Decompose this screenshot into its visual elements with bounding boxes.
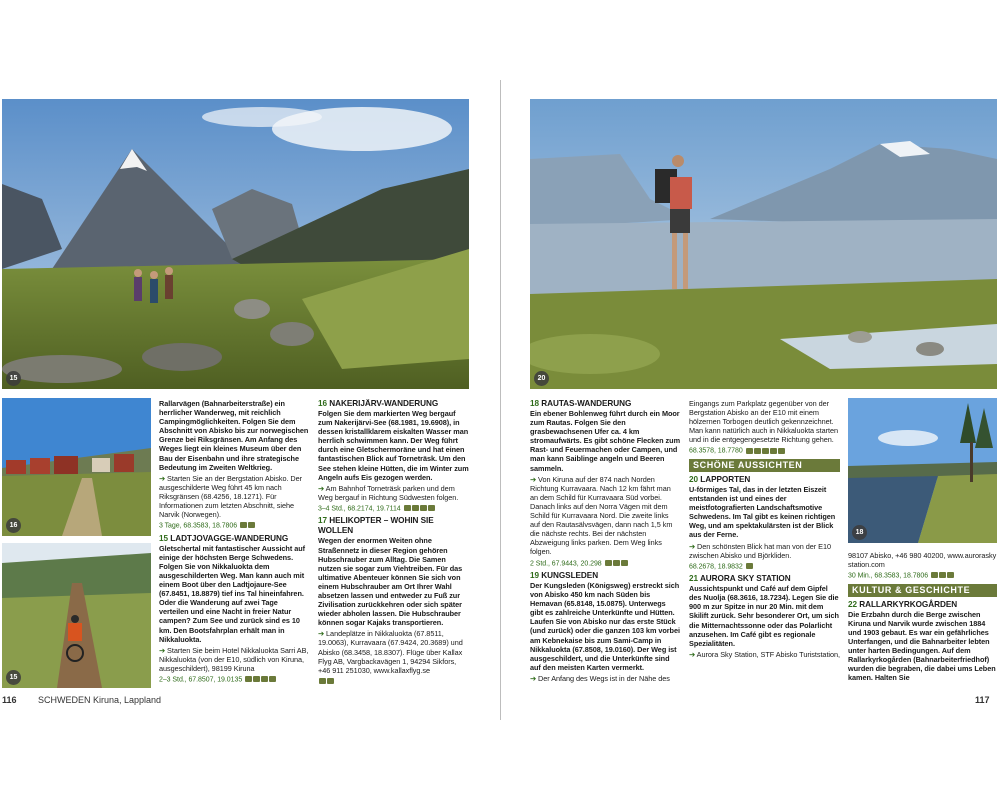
intro-info: Starten Sie an der Bergstation Abisko. Der ausgeschilderte Weg führt 45 km nach Riksgränsen (68.4256, 18.1271). Für Informationen zum letzten Abschnitt, siehe Narvik (Norwegen).	[159, 473, 303, 520]
arrow-icon: ➔	[318, 483, 326, 493]
section-body: U-förmiges Tal, das in der letzten Eiszeit entstanden ist und eines der meistfotografierten Landschaftsmotive Schwedens. Im Tal gibt es keinen richtigen Weg, und am spektakulärsten ist der Blick aus der Ferne.	[689, 484, 836, 540]
section-title: RALLARKYRKOGÅRDEN	[859, 599, 958, 609]
activity-icons	[745, 562, 753, 571]
text-column-3	[530, 399, 680, 685]
intro-paragraph: Rallarvägen (Bahnarbeiterstraße) ein herrlicher Wanderweg, mit reichlich Campingmöglichkeiten. Folgen Sie dem Abschnitt von Abisko bis zur norwegischen Grenze bei Riksgränsen. Am Anfang des Weges liegt ein kleines Museum über den Bau der Eisenbahn und ihre strategische Bedeutung im Zweiten Weltkrieg.	[159, 399, 309, 472]
section-body: Die Erzbahn durch die Berge zwischen Kiruna und Narvik wurde zwischen 1884 und 1903 gebaut. Es war ein gefährliches Unterfangen, und die Bahnarbeiter lebten unter harten Bedingungen. Auf dem Rallarkyrkogården (Bahnarbeiterfriedhof) wurden die begraben, die dabei ums Leben kamen. Halten Sie	[848, 609, 996, 683]
photo-red-houses	[2, 398, 151, 536]
text-column-4	[689, 399, 840, 661]
section-meta: 2–3 Std., 67.8507, 19.0135	[159, 676, 243, 684]
section-number: 19	[530, 570, 540, 580]
continued-meta: 30 Min., 68.3583, 18.7806	[848, 572, 929, 580]
page-gutter	[500, 80, 501, 720]
activity-icons	[930, 571, 954, 580]
activity-icons	[604, 559, 628, 568]
text-column-2	[318, 399, 469, 688]
section-title: KUNGSLEDEN	[541, 570, 599, 580]
continued-info: Eingangs zum Parkplatz gegenüber von der Bergstation Abisko an der E10 mit einem hölzernen Torbogen deutlich gekennzeichnet. Man kann natürlich auch in Nikkaluokta starten und in die entgegengesetzte Richtung gehen.	[689, 399, 838, 445]
continued-info: 98107 Abisko, +46 980 40200, www.aurorasky station.com	[848, 551, 997, 570]
photo-river-trees	[848, 398, 997, 543]
section-number: 22	[848, 599, 858, 609]
arrow-icon: ➔	[159, 473, 168, 483]
arrow-icon: ➔	[530, 673, 539, 683]
section-title: HELIKOPTER – WOHIN SIE WOLLEN	[318, 516, 434, 536]
section-title: RAUTAS-WANDERUNG	[541, 399, 632, 408]
activity-icons	[318, 677, 334, 686]
page-number-left: 116	[2, 695, 17, 705]
section-meta: 3–4 Std., 68.2174, 19.7114	[318, 505, 401, 513]
section-info: Landeplätze in Nikkaluokta (67.8511, 19.0063), Kurravaara (67.9424, 20.3689) und Abisko (68.3458, 18.8307). Flüge über Kallax Flyg AB, Vargbackavägen 1, 94294 Sikfors, +46 911 251030, www.kallaxflyg.se	[318, 629, 463, 675]
section-meta: 68.2678, 18.9832	[689, 563, 743, 571]
section-info: Von Kiruna auf der 874 nach Norden Richtung Kurravaara. Nach 12 km fährt man an dem Schild für Kurravaara Süd vorbei. Danach links auf den Norra Vägen mit dem Schild für Kurravaara Nord. Die zweite links auf den Rautasälvsvägen, dann nach 1,5 km die nächste rechts. Bei der nächsten Abzweigung links parken. Dem Weg links folgen.	[530, 474, 673, 557]
section-meta: 2 Std., 67.9443, 20.298	[530, 559, 602, 567]
photo-number: 15	[6, 670, 21, 685]
section-body: Gletschertal mit fantastischer Aussicht auf einige der höchsten Berge Schwedens. Folgen Sie von Nikkaluokta dem ausgeschilderten Weg. Man kann auch mit einem Boot über den Ladtjojaure-See (67.8451, 18.8879) tief ins Tal hineinfahren. Oder die Wanderung auf zwei Tage verteilen und eine Nacht in freier Natur campen? Zum See und zurück sind es 10 km. Den Bootsfahrplan erhält man in Nikkaluokta.	[159, 543, 305, 644]
section-title: AURORA SKY STATION	[699, 574, 791, 584]
arrow-icon: ➔	[159, 645, 168, 655]
photo-hiker-lapporten	[530, 99, 997, 389]
intro-meta: 3 Tage, 68.3583, 18.7806	[159, 522, 238, 530]
section-number: 16	[318, 399, 328, 408]
arrow-icon: ➔	[689, 541, 698, 551]
text-column-1	[159, 399, 309, 687]
page-number-right: 117	[975, 695, 990, 705]
section-info: Starten Sie beim Hotel Nikkaluokta Sarri AB, Nikkaluokta (von der E10, südlich von Kiruna, ausgeschildert), 98199 Kiruna	[159, 645, 309, 673]
section-body: Ein ebener Bohlenweg führt durch ein Moor zum Rautas. Folgen Sie den grasbewachsenen Ufer ca. 4 km stromaufwärts. Es gibt schöne Flecken zum Rast- und Feuermachen oder Campen, und man kann Saiblinge angeln und Beeren sammeln.	[530, 409, 681, 473]
section-body: Aussichtspunkt und Café auf dem Gipfel des Nuolja (68.3616, 18.7234). Legen Sie die 900 m zur Spitze in nur 20 Min. mit dem Skilift zurück. Sehr besonderer Ort, um sich die Mitternachtssonne oder das Polarlicht anzusehen. Im Café gibt es regionale Spezialitäten.	[689, 584, 839, 648]
section-number: 15	[159, 533, 169, 543]
section-body: Folgen Sie dem markierten Weg bergauf zum Nakerijärvi-See (68.1981, 19.6908), in dessen kristallklarem eiskalten Wasser man herrlich schwimmen kann. Der Weg führt durch eine Gletschermoräne und hat einen fantastischen Blick auf Torneträsk. Um den See stehen kleine Hütten, die im Winter zum Angeln aufs Eis gezogen werden.	[318, 409, 469, 482]
photo-number: 20	[534, 371, 549, 386]
section-info: Am Bahnhof Torneträsk parken und dem Weg bergauf in Richtung Südwesten folgen.	[318, 483, 459, 502]
running-head: SCHWEDEN Kiruna, Lappland	[38, 695, 162, 705]
activity-icons	[244, 675, 276, 684]
section-title: LAPPORTEN	[700, 474, 751, 484]
photo-number: 18	[852, 525, 867, 540]
category-band: KULTUR & GESCHICHTE	[848, 584, 997, 597]
section-body: Wegen der enormen Weiten ohne Straßennetz in dieser Region gehören Hubschrauber zum Alltag. Die Samen nutzen sie sogar zum Viehtreiben. Für das ultimative Abenteuer können Sie sich von einem Hubschrauber am Ort Ihrer Wahl absetzen lassen und entweder zu Fuß zur Zivilisation zurückkehren oder sich später wieder abholen lassen. Die Hubschrauber können sogar Kajaks transportieren.	[318, 536, 463, 628]
section-number: 20	[689, 474, 699, 484]
section-title: NAKERIJÄRV-WANDERUNG	[329, 399, 439, 408]
section-info: Der Anfang des Wegs ist in der Nähe des	[538, 673, 670, 683]
section-body: Der Kungsleden (Königsweg) erstreckt sich von Abisko 450 km nach Süden bis Hemavan (65.8148, 15.0875). Unterwegs gibt es zahlreiche Unterkünfte und Hütten. Laufen Sie von Abisko nur das erste Stück (und zurück) oder die ganzen 103 km vorbei am Kebnekaise bis zum Sami-Camp in Nikkaluokta (67.8508, 19.0160). Der Weg ist ausgeschildert, und die Unterkünfte sind auf den meisten Karten vermerkt.	[530, 580, 680, 672]
activity-icons	[239, 521, 255, 530]
section-info: Den schönsten Blick hat man von der E10 zwischen Abisko und Björkliden.	[689, 541, 831, 560]
activity-icons	[403, 504, 435, 513]
photo-boardwalk-bike	[2, 543, 151, 688]
text-column-5	[848, 551, 997, 684]
section-info: Aurora Sky Station, STF Abisko Turiststation,	[696, 649, 840, 659]
arrow-icon: ➔	[530, 474, 539, 484]
category-band: SCHÖNE AUSSICHTEN	[689, 459, 840, 472]
arrow-icon: ➔	[318, 629, 327, 639]
section-number: 21	[689, 574, 699, 584]
section-number: 17	[318, 516, 328, 526]
section-title: LADTJOVAGGE-WANDERUNG	[170, 533, 289, 543]
continued-meta: 68.3578, 18.7780	[689, 447, 743, 455]
arrow-icon: ➔	[689, 649, 697, 659]
photo-hikers-valley	[2, 99, 469, 389]
section-number: 18	[530, 399, 540, 408]
photo-number: 16	[6, 518, 21, 533]
photo-number: 15	[6, 371, 21, 386]
activity-icons	[745, 446, 785, 455]
